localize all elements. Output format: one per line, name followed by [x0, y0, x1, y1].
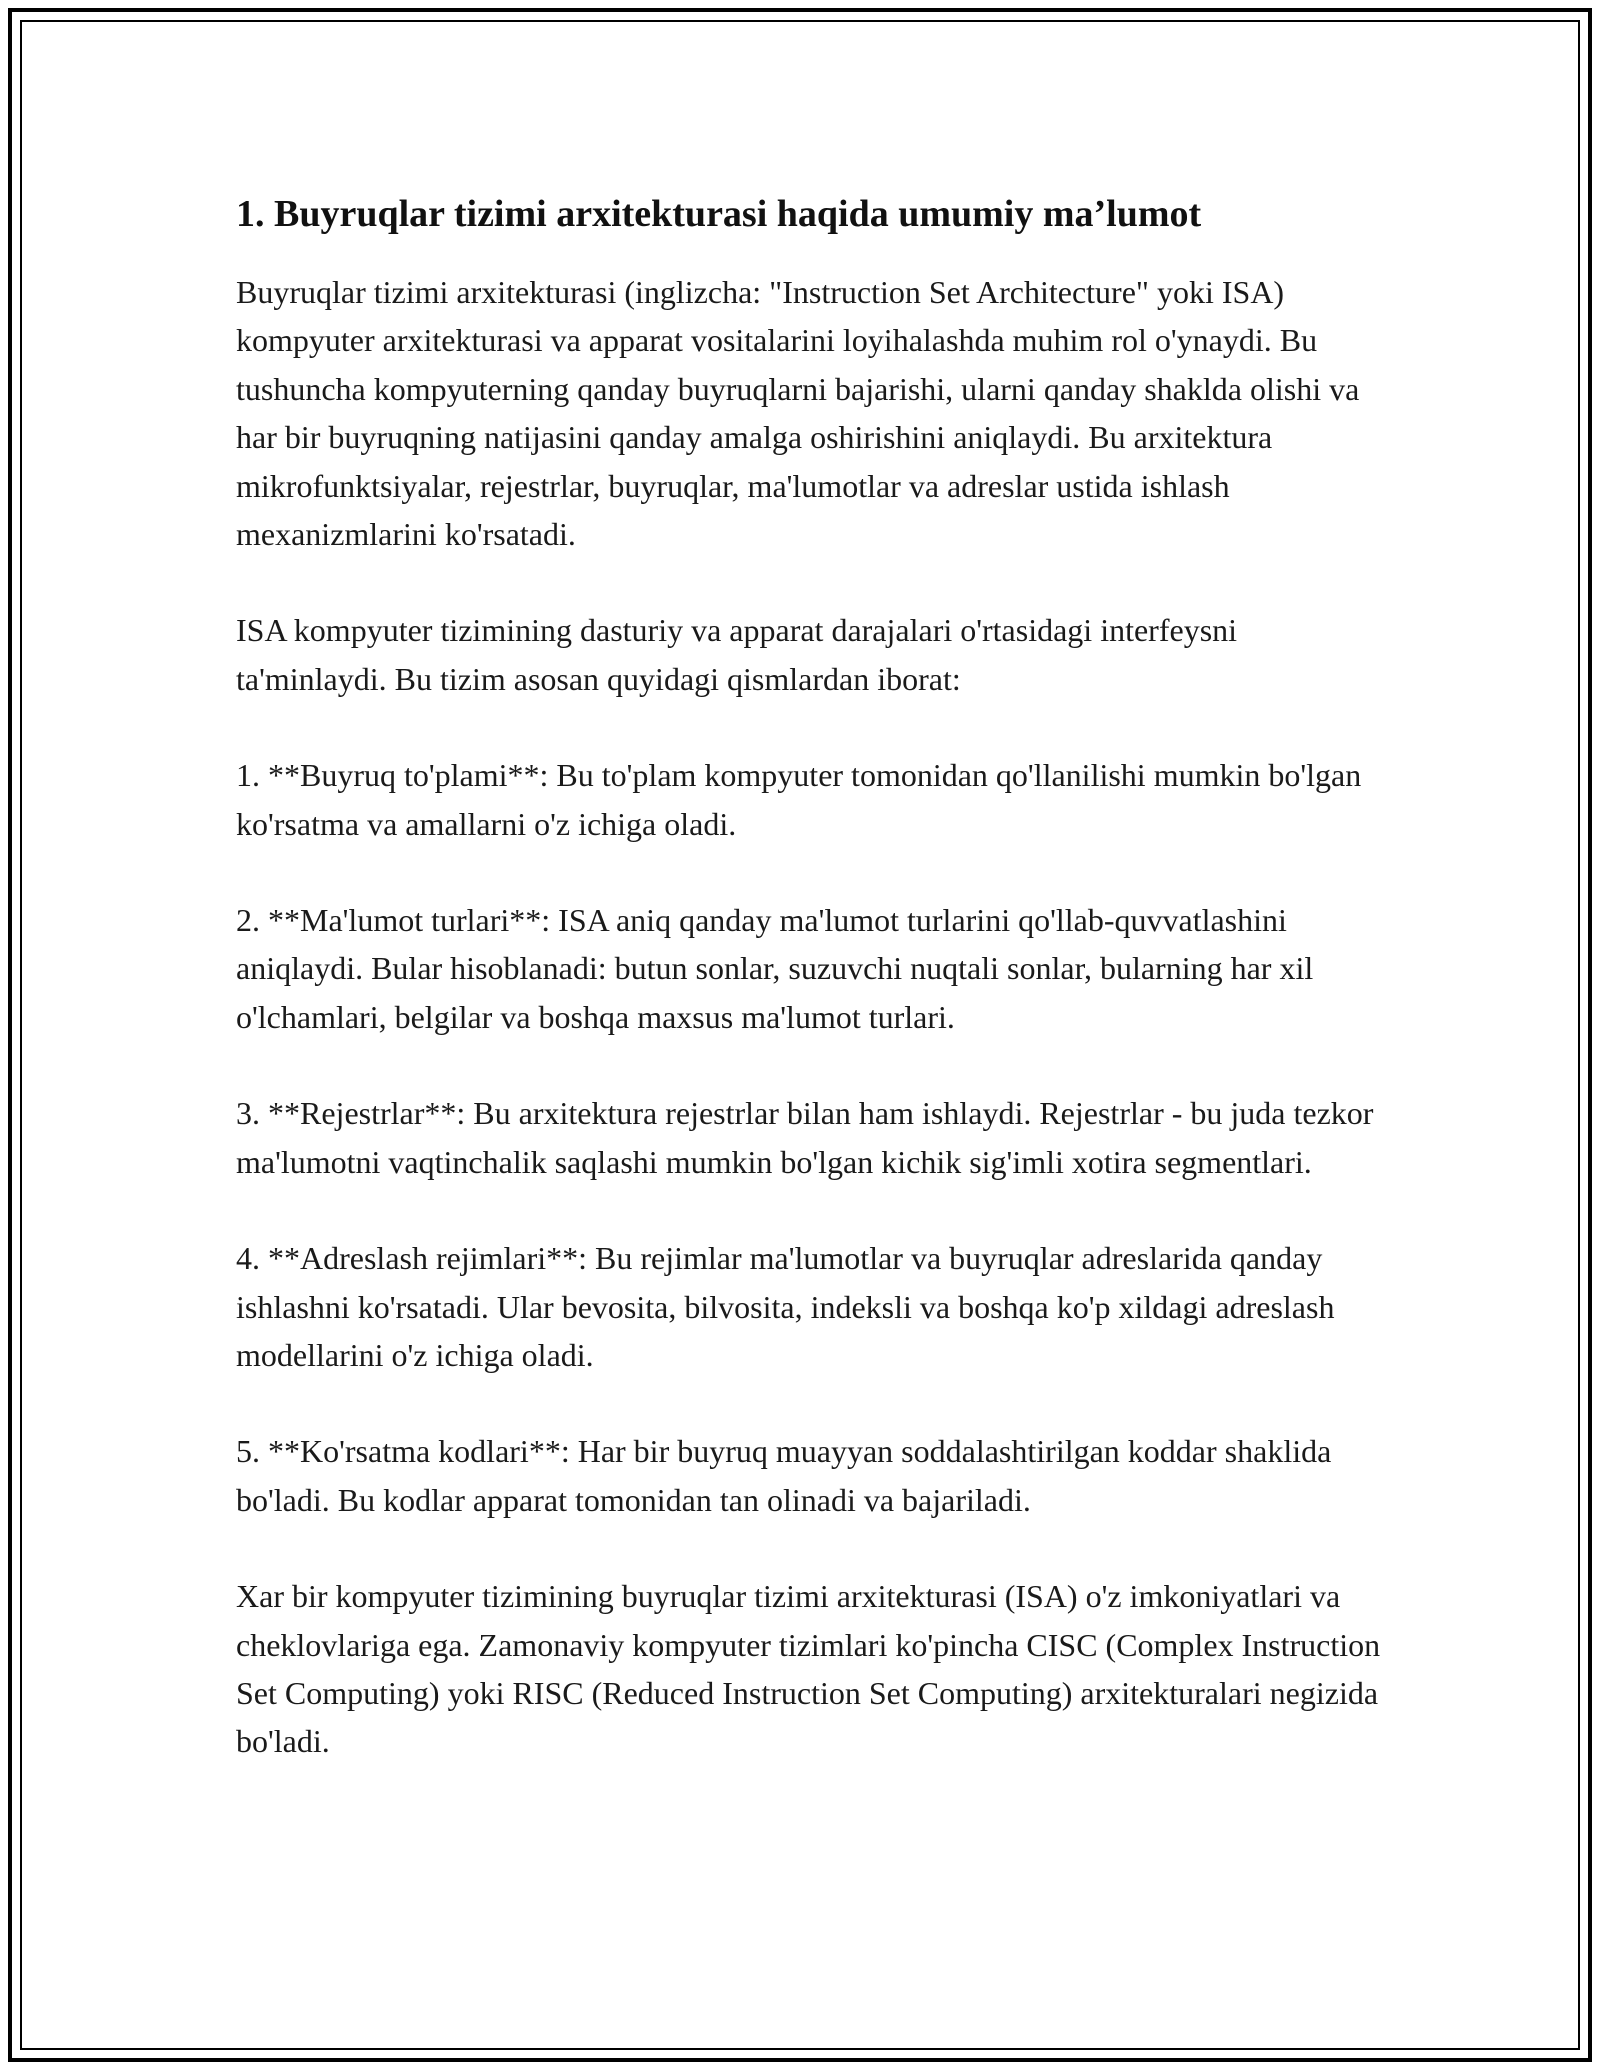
paragraph-intro: Buyruqlar tizimi arxitekturasi (inglizcha: "Instruction Set Architecture" yoki ISA) kompyuter arxitekturasi va apparat vositalarini loyihalashda muhim rol o'ynaydi. Bu tushuncha kompyuterning qanday buyruqlarni bajarishi, ularni qanday shaklda olishi va har bir buyruqning natijasini qanday amalga oshirishini aniqlaydi. Bu arxitektura mikrofunktsiyalar, rejestrlar, buyruqlar, ma'lumotlar va adreslar ustida ishlash mexanizmlarini ko'rsatadi.: [236, 274, 1360, 553]
list-item-registers: 3. **Rejestrlar**: Bu arxitektura rejestrlar bilan ham ishlaydi. Rejestrlar - bu juda tezkor ma'lumotni vaqtinchalik saqlashi mumkin bo'lgan kichik sig'imli xotira segmentlari.: [236, 1095, 1374, 1180]
paragraph-conclusion: Xar bir kompyuter tizimining buyruqlar tizimi arxitekturasi (ISA) o'z imkoniyatlari va cheklovlariga ega. Zamonaviy kompyuter tizimlari ko'pincha CISC (Complex Instruction Set Computing) yoki RISC (Reduced Instruction Set Computing) arxitekturalari negizida bo'ladi.: [236, 1578, 1381, 1760]
list-item-opcodes: 5. **Ko'rsatma kodlari**: Har bir buyruq muayyan soddalashtirilgan koddar shaklida bo'ladi. Bu kodlar apparat tomonidan tan olinadi va bajariladi.: [236, 1433, 1332, 1518]
section-heading: 1. Buyruqlar tizimi arxitekturasi haqida umumiy ma’lumot: [236, 193, 1202, 235]
document-body: [236, 186, 1386, 1766]
paragraph-isa-interface: ISA kompyuter tizimining dasturiy va apparat darajalari o'rtasidagi interfeysni ta'minlaydi. Bu tizim asosan quyidagi qismlardan iborat:: [236, 612, 1238, 697]
list-item-addressing-modes: 4. **Adreslash rejimlari**: Bu rejimlar ma'lumotlar va buyruqlar adreslarida qanday ishlashni ko'rsatadi. Ular bevosita, bilvosita, indeksli va boshqa ko'p xildagi adreslash modellarini o'z ichiga oladi.: [236, 1240, 1335, 1373]
list-item-instruction-set: 1. **Buyruq to'plami**: Bu to'plam kompyuter tomonidan qo'llanilishi mumkin bo'lgan ko'rsatma va amallarni o'z ichiga oladi.: [236, 757, 1362, 842]
list-item-data-types: 2. **Ma'lumot turlari**: ISA aniq qanday ma'lumot turlarini qo'llab-quvvatlashini aniqlaydi. Bular hisoblanadi: butun sonlar, suzuvchi nuqtali sonlar, bularning har xil o'lchamlari, belgilar va boshqa maxsus ma'lumot turlari.: [236, 902, 1314, 1035]
